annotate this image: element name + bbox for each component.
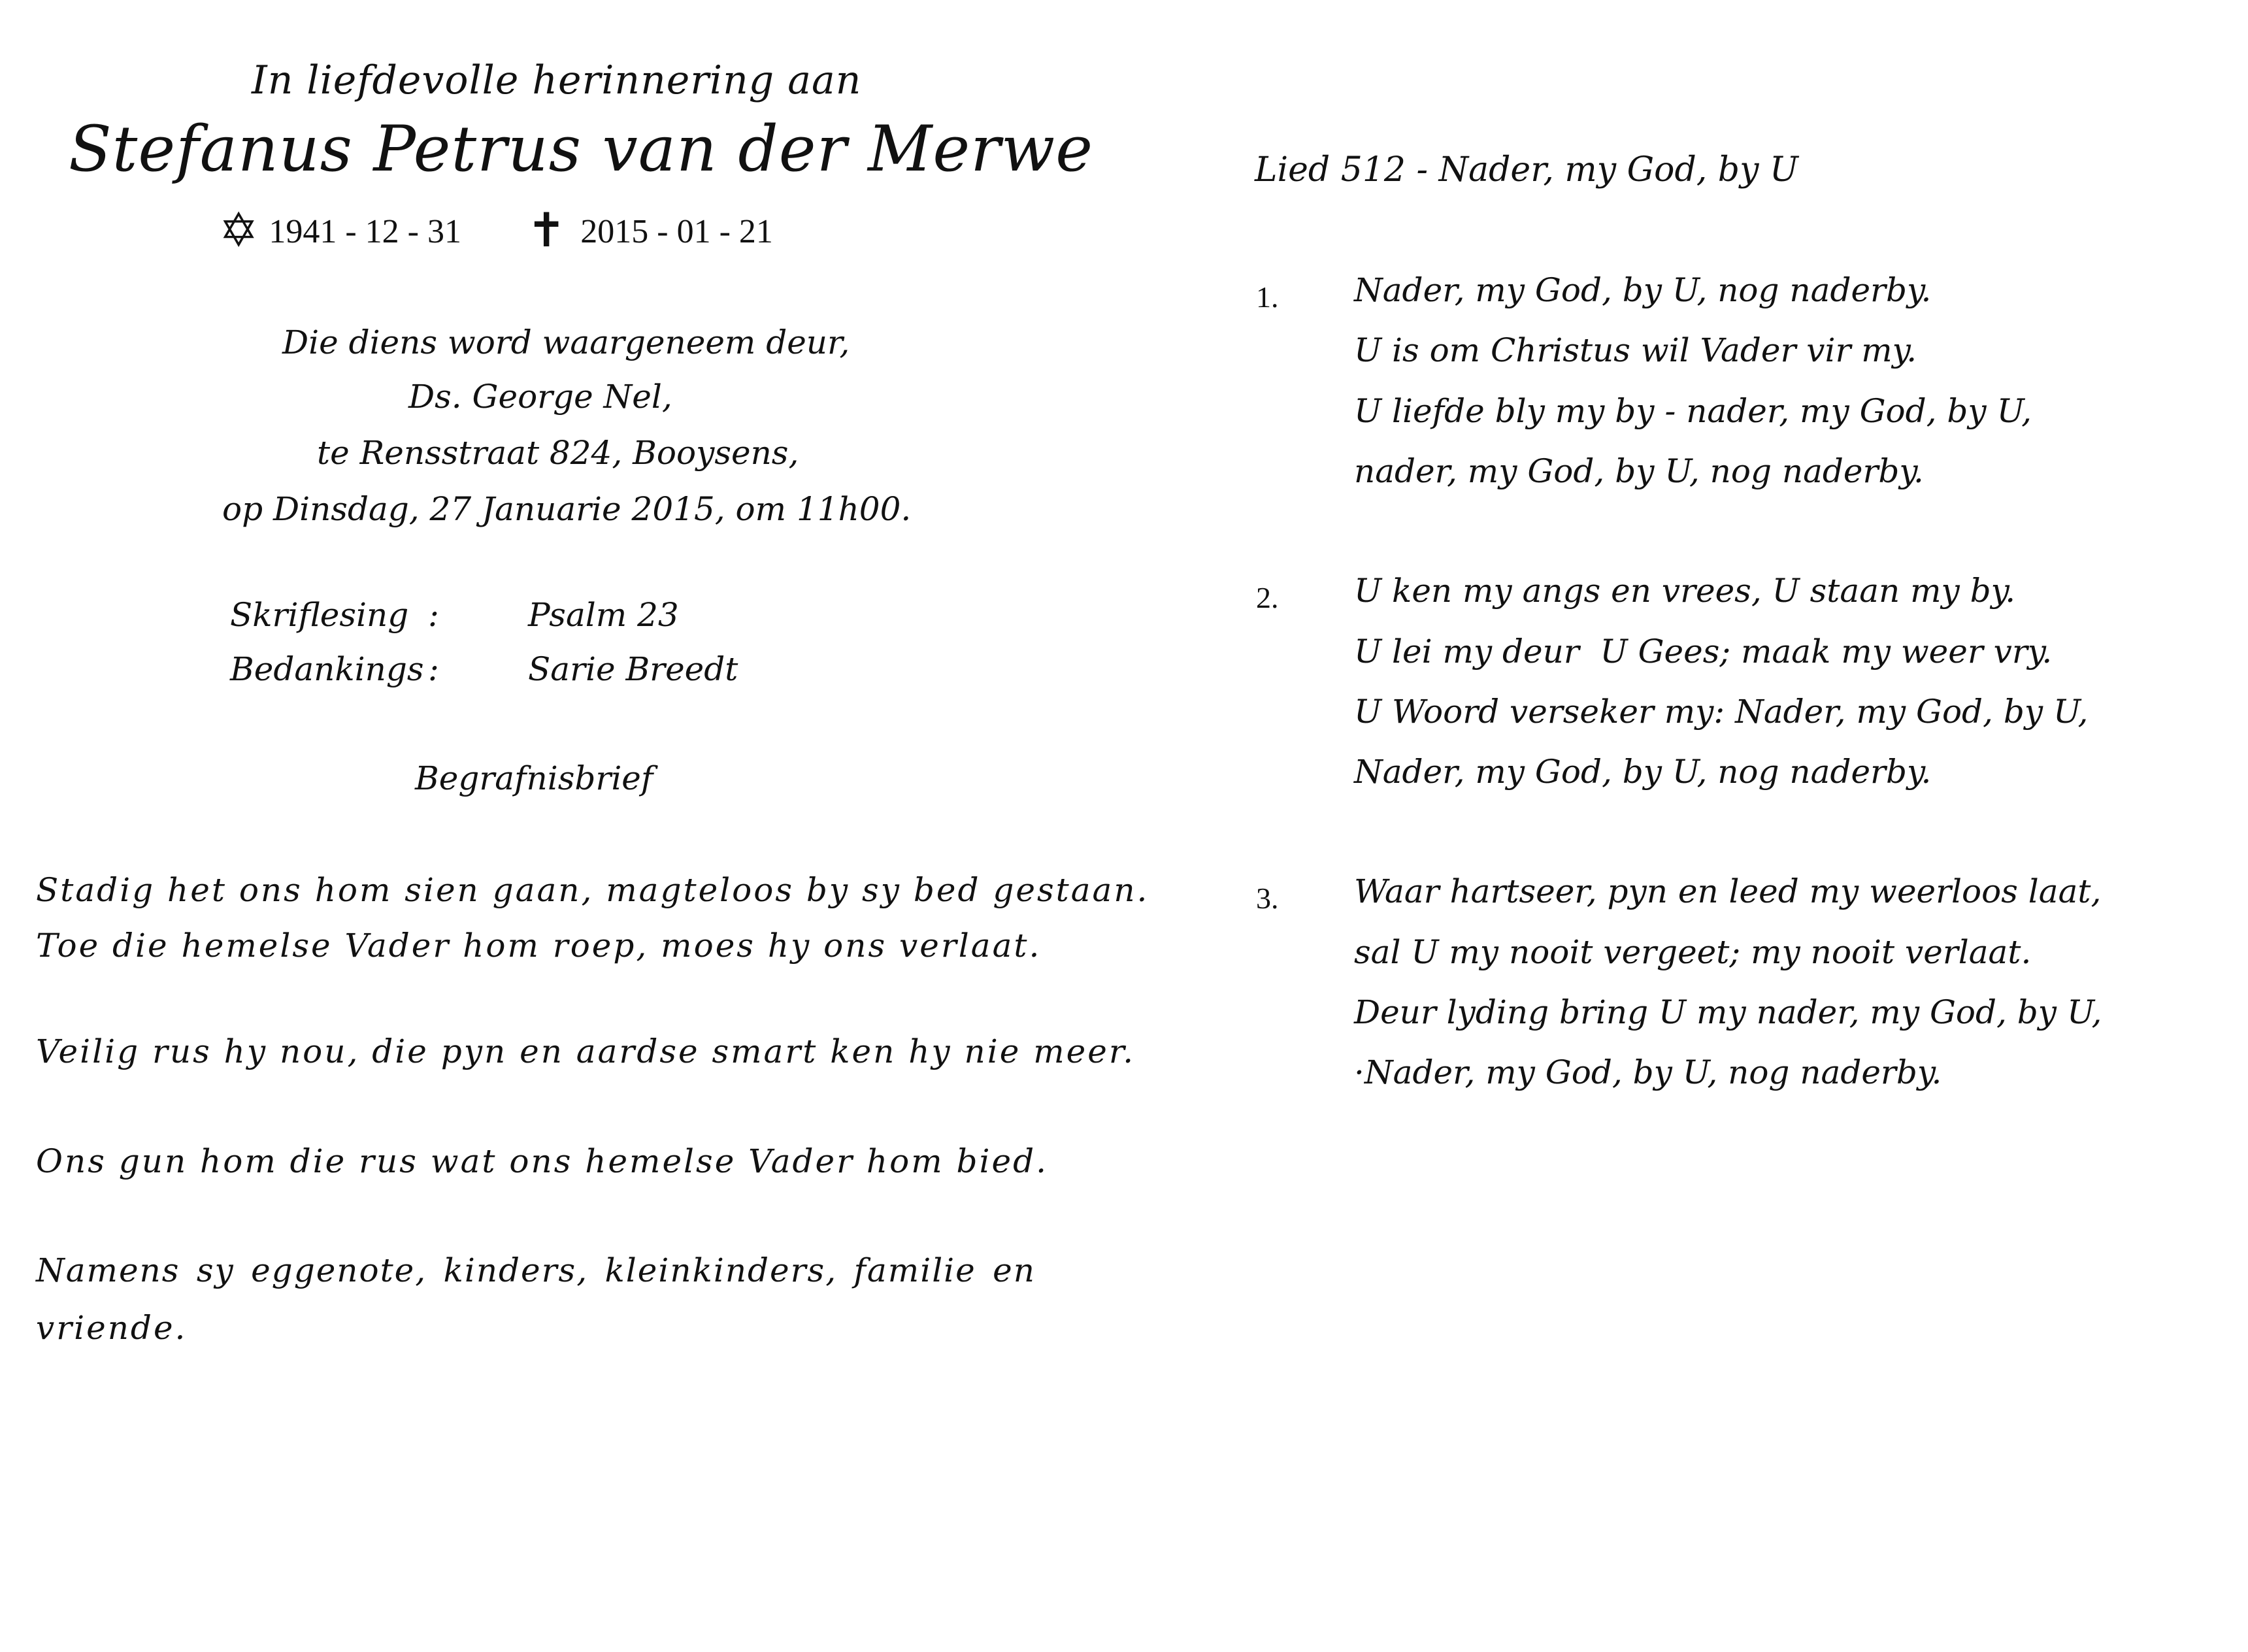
life-dates	[219, 203, 773, 258]
closing-word: Namens	[36, 1251, 180, 1289]
officiant-name: Ds. George Nel,	[408, 378, 672, 416]
hymn-title: Lied 512 - Nader, my God, by U	[1255, 150, 1798, 190]
hymn-line: ·Nader, my God, by U, nog naderby.	[1354, 1053, 1942, 1091]
role-value-scripture: Psalm 23	[528, 596, 679, 634]
hymn-line: Nader, my God, by U, nog naderby.	[1354, 753, 1932, 791]
closing-word: kleinkinders,	[604, 1251, 838, 1289]
letter-title: Begrafnisbrief	[415, 759, 653, 797]
poem-line: Veilig rus hy nou, die pyn en aardse smart ken hy nie meer.	[36, 1032, 1136, 1070]
role-colon: :	[428, 650, 439, 688]
closing-line	[36, 1251, 1036, 1289]
hymn-line: Nader, my God, by U, nog naderby.	[1354, 271, 1932, 309]
role-colon: :	[428, 596, 439, 634]
death-date: 2015 - 01 - 21	[580, 213, 773, 250]
verse-number: 3.	[1256, 882, 1279, 915]
hymn-line: U liefde bly my by - nader, my God, by U,	[1354, 392, 2032, 430]
birth-date: 1941 - 12 - 31	[269, 213, 461, 250]
hymn-line: nader, my God, by U, nog naderby.	[1354, 452, 1924, 490]
hymn-line: sal U my nooit vergeet; my nooit verlaat.	[1354, 933, 2032, 971]
hymn-line: Deur lyding bring U my nader, my God, by U,	[1354, 993, 2102, 1031]
service-address: te Rensstraat 824, Booysens,	[317, 434, 799, 472]
verse-number: 2.	[1256, 581, 1279, 614]
closing-word: kinders,	[443, 1251, 589, 1289]
star-of-david-icon: ✡	[219, 205, 259, 257]
closing-word: sy	[196, 1251, 235, 1289]
cross-icon: ✝	[526, 205, 567, 257]
hymn-line: Waar hartseer, pyn en leed my weerloos laat,	[1354, 872, 2102, 910]
closing-word: familie	[853, 1251, 976, 1289]
poem-line: Ons gun hom die rus wat ons hemelse Vader hom bied.	[36, 1142, 1048, 1180]
deceased-name: Stefanus Petrus van der Merwe	[69, 112, 1093, 186]
role-value-thanks: Sarie Breedt	[528, 650, 738, 688]
hymn-line: U Woord verseker my: Nader, my God, by U,	[1354, 693, 2089, 731]
poem-line: Toe die hemelse Vader hom roep, moes hy ons verlaat.	[36, 927, 1042, 965]
closing-word: eggenote,	[251, 1251, 427, 1289]
hymn-line: U lei my deur U Gees; maak my weer vry.	[1354, 633, 2053, 670]
service-line: Die diens word waargeneem deur,	[282, 323, 850, 361]
closing-word: en	[993, 1251, 1036, 1289]
intro-heading: In liefdevolle herinnering aan	[252, 58, 862, 103]
role-label-scripture: Skriflesing	[230, 596, 409, 634]
verse-number: 1.	[1256, 280, 1279, 314]
role-label-thanks: Bedankings	[230, 650, 424, 688]
hymn-line: U ken my angs en vrees, U staan my by.	[1354, 572, 2016, 610]
poem-line: Stadig het ons hom sien gaan, magteloos by sy bed gestaan.	[36, 871, 1149, 909]
hymn-line: U is om Christus wil Vader vir my.	[1354, 331, 1917, 369]
closing-end: vriende.	[36, 1309, 188, 1347]
service-datetime: op Dinsdag, 27 Januarie 2015, om 11h00.	[222, 490, 912, 528]
